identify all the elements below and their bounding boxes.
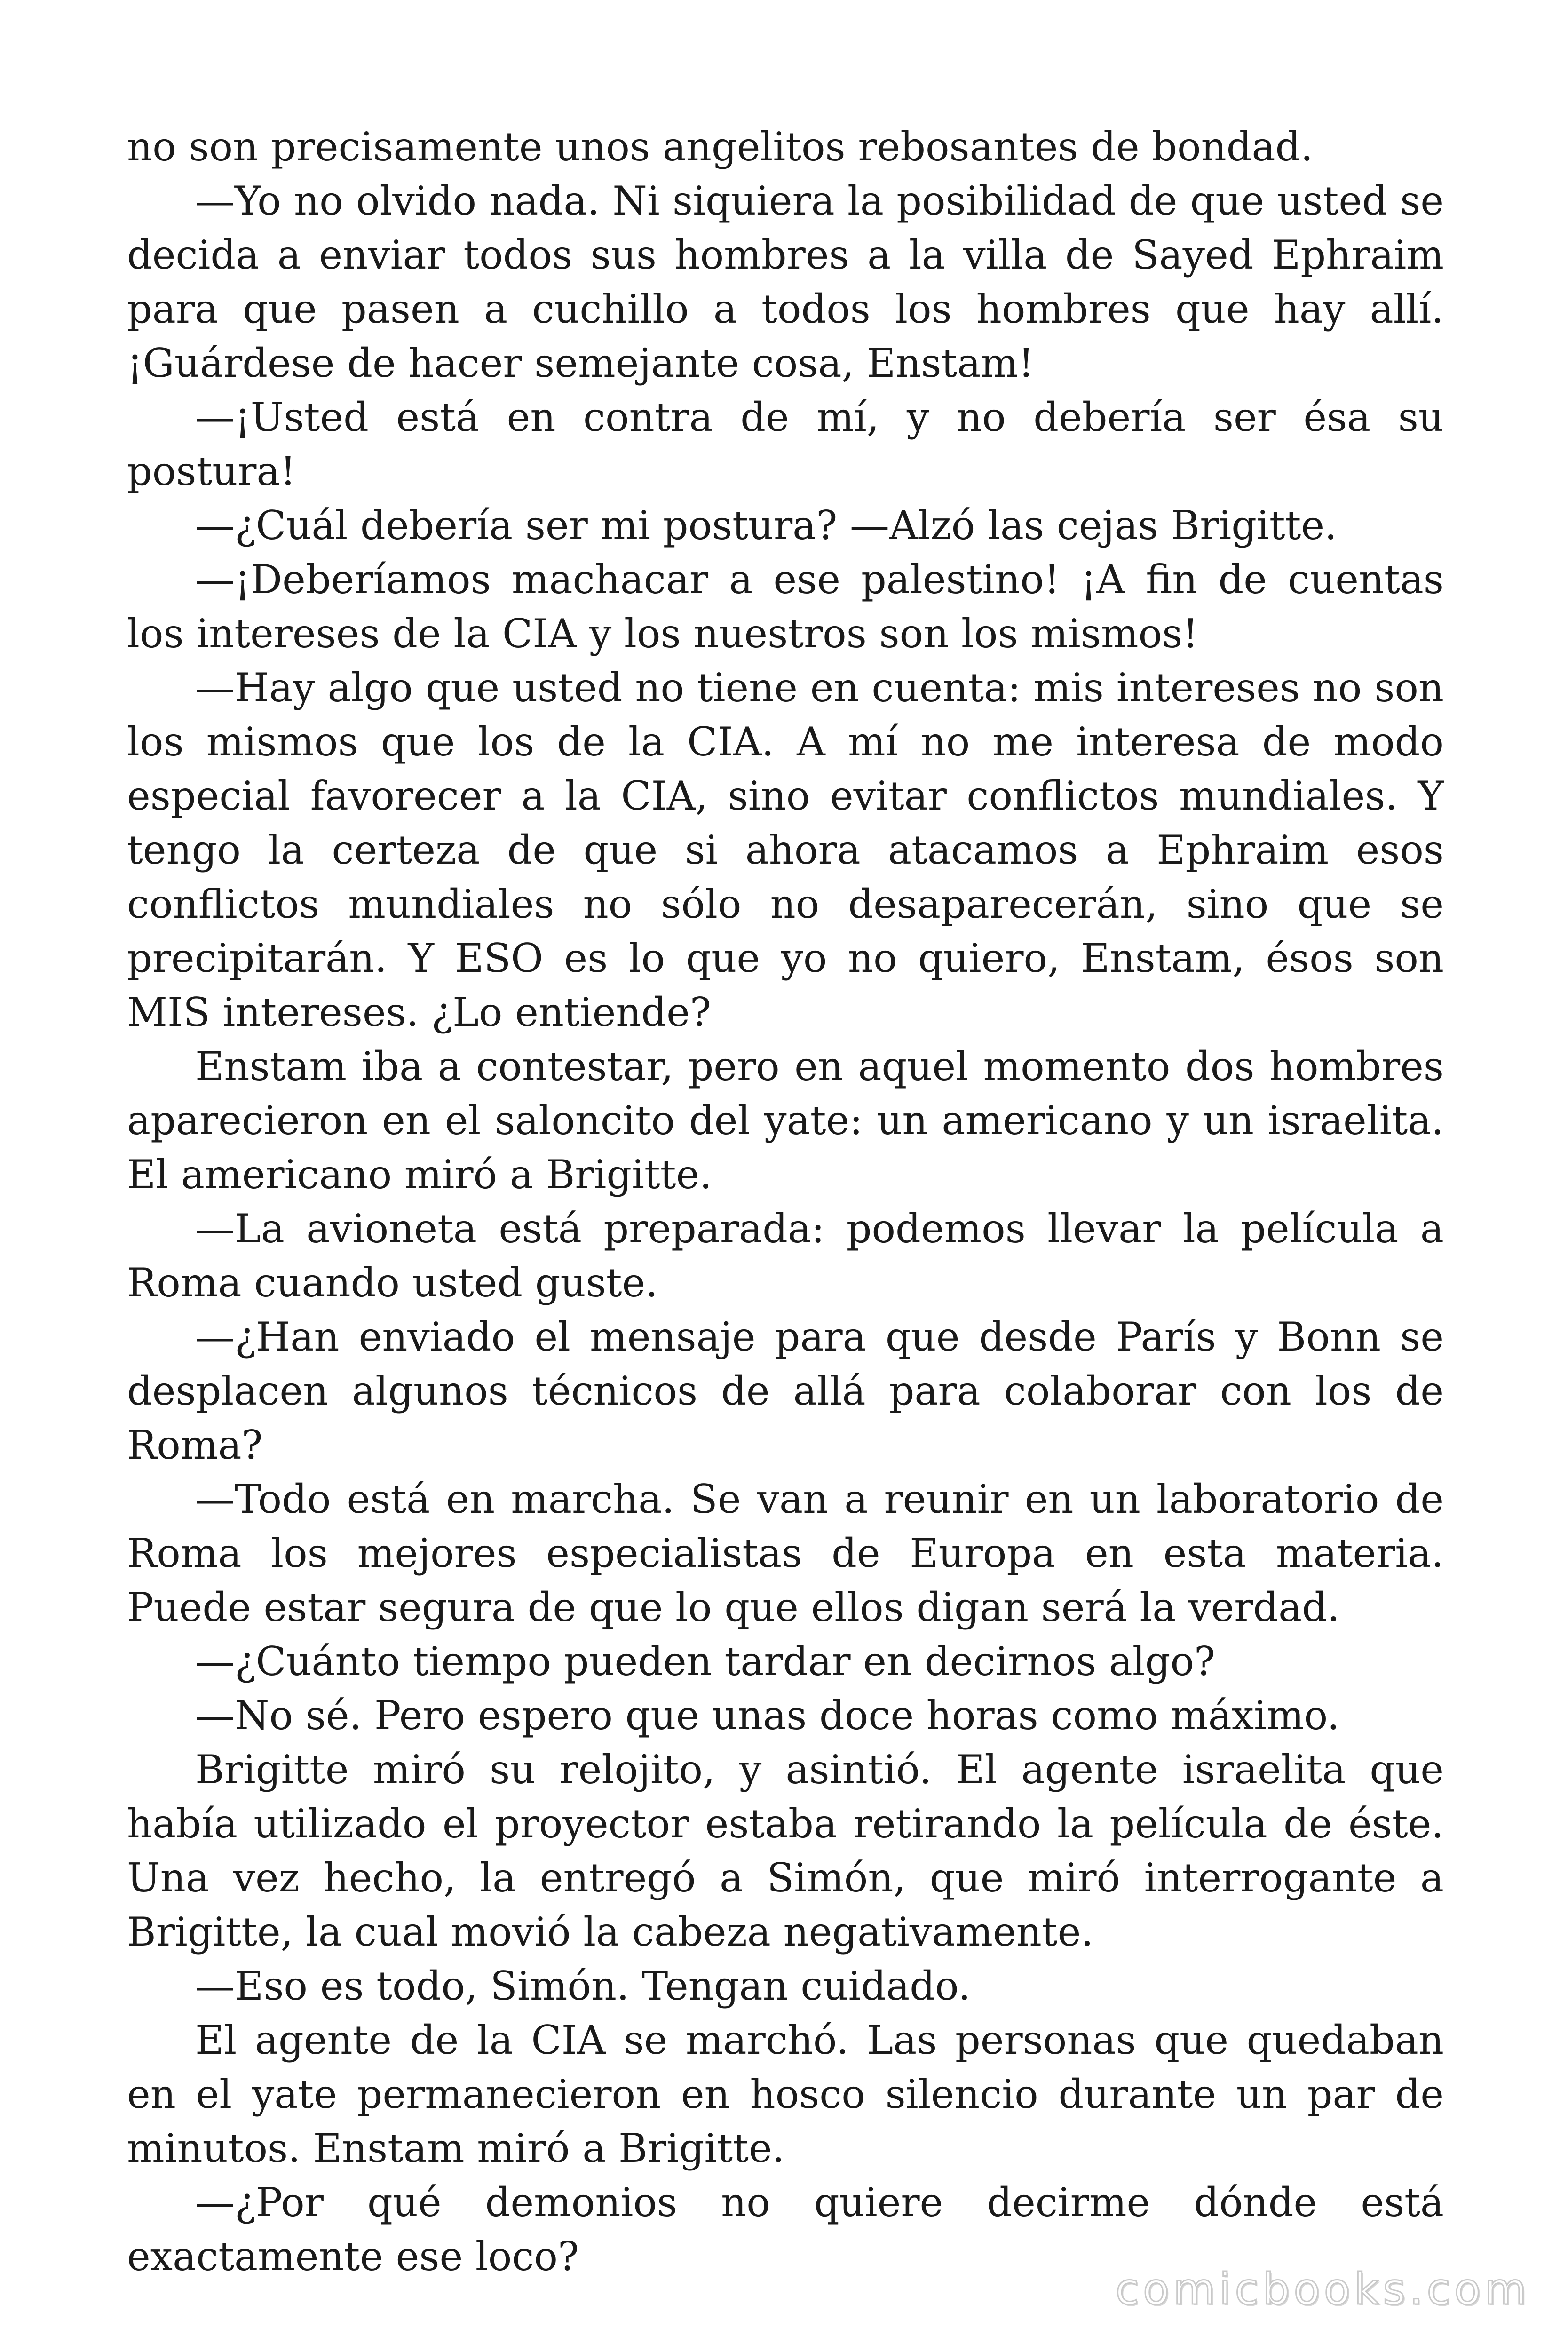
paragraph-15: El agente de la CIA se marchó. Las personas que quedaban en el yate permanecieron en hosco silencio durante un par de minutos. Enstam miró a Brigitte. xyxy=(127,2017,1444,2171)
paragraph-5: —¡Deberíamos machacar a ese palestino! ¡A fin de cuentas los intereses de la CIA y los nuestros son los mismos! xyxy=(127,556,1444,657)
paragraph-9: —¿Han enviado el mensaje para que desde París y Bonn se desplacen algunos técnicos de allá para colaborar con los de Roma? xyxy=(127,1314,1444,1468)
paragraph-3: —¡Usted está en contra de mí, y no debería ser ésa su postura! xyxy=(127,394,1444,494)
watermark: comicbooks.com xyxy=(1115,2264,1530,2314)
paragraph-6: —Hay algo que usted no tiene en cuenta: mis intereses no son los mismos que los de la CIA. A mí no me interesa de modo especial favorecer a la CIA, sino evitar conflictos mundiales. Y tengo la certeza de que si ahora atacamos a Ephraim esos conflictos mundiales no sólo no desaparecerán, sino que se precipitarán. Y ESO es lo que yo no quiero, Enstam, ésos son MIS intereses. ¿Lo entiende? xyxy=(127,665,1444,1035)
paragraph-8: —La avioneta está preparada: podemos llevar la película a Roma cuando usted guste. xyxy=(127,1206,1444,1306)
paragraph-13: Brigitte miró su relojito, y asintió. El agente israelita que había utilizado el proyector estaba retirando la película de éste. Una vez hecho, la entregó a Simón, que miró interrogante a Brigitte, la cual movió la cabeza negativamente. xyxy=(127,1747,1444,1955)
paragraph-16: —¿Por qué demonios no quiere decirme dónde está exactamente ese loco? xyxy=(127,2179,1444,2280)
paragraph-14: —Eso es todo, Simón. Tengan cuidado. xyxy=(195,1963,971,2009)
paragraph-10: —Todo está en marcha. Se van a reunir en un laboratorio de Roma los mejores especialistas de Europa en esta materia. Puede estar segura de que lo que ellos digan será la verdad. xyxy=(127,1476,1444,1630)
paragraph-12: —No sé. Pero espero que unas doce horas como máximo. xyxy=(195,1692,1340,1739)
paragraph-1: no son precisamente unos angelitos rebosantes de bondad. xyxy=(127,124,1314,170)
paragraph-7: Enstam iba a contestar, pero en aquel momento dos hombres aparecieron en el saloncito del yate: un americano y un israelita. El americano miró a Brigitte. xyxy=(127,1043,1444,1198)
paragraph-2: —Yo no olvido nada. Ni siquiera la posibilidad de que usted se decida a enviar todos sus hombres a la villa de Sayed Ephraim para que pasen a cuchillo a todos los hombres que hay allí. ¡Guárdese de hacer semejante cosa, Enstam! xyxy=(127,178,1444,386)
paragraph-11: —¿Cuánto tiempo pueden tardar en decirnos algo? xyxy=(195,1638,1216,1685)
paragraph-4: —¿Cuál debería ser mi postura? —Alzó las cejas Brigitte. xyxy=(195,502,1337,548)
page-body xyxy=(127,120,1444,2284)
